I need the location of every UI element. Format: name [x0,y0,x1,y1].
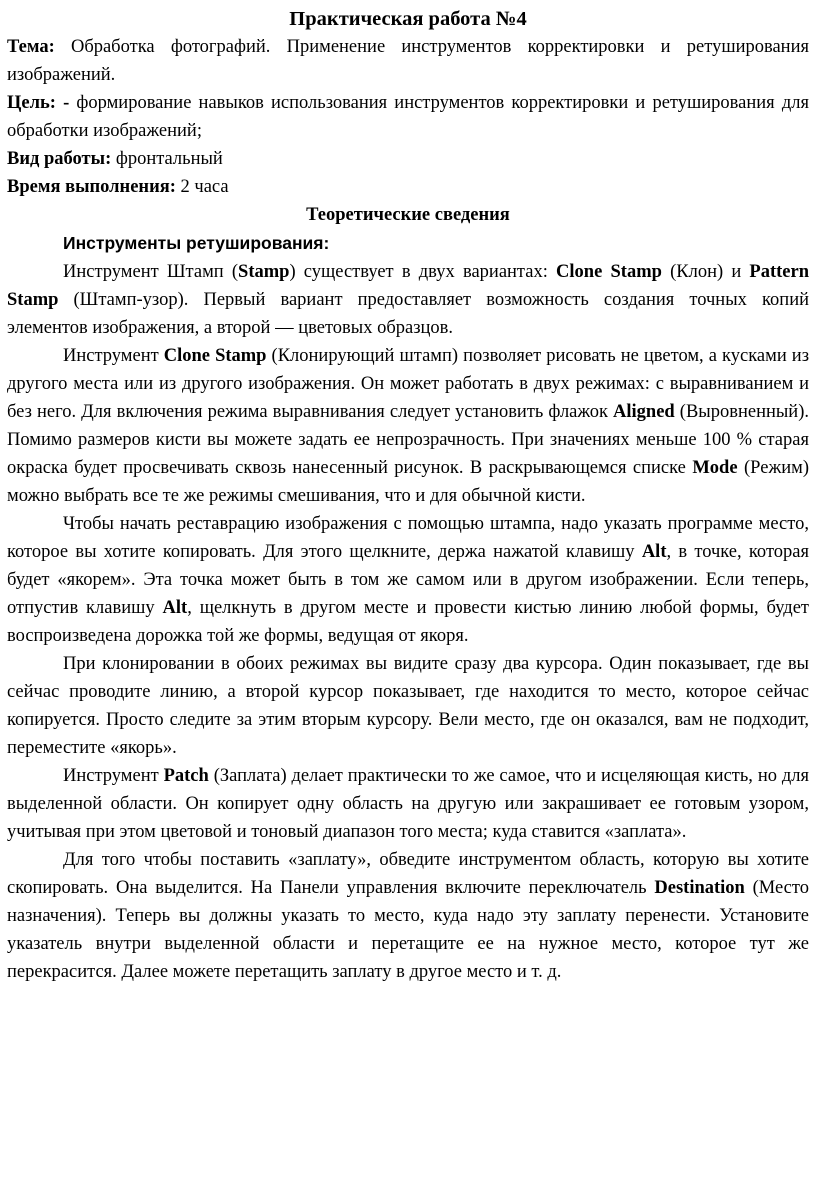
text-run: Обработка фотографий. Применение инструментов корректировки и ретуширования изображений. [7,37,809,85]
text-run: ) существует в двух вариантах: [289,262,557,282]
bold-text-run: Aligned [613,402,675,422]
text-run: Инструмент [63,766,164,786]
para-patch [7,762,809,846]
bold-text-run: Pattern Stamp [7,262,810,310]
doc-title [7,5,809,33]
text-run: 2 часа [180,177,229,197]
para-patch-usage [7,846,809,986]
text-run: Инструмент Штамп ( [63,262,239,282]
bold-text-run: Alt [162,598,188,618]
bold-text-run: Тема: [7,37,71,57]
para-clone-stamp [7,342,809,510]
text-run: Чтобы начать реставрацию изображения с помощью штампа, надо указать программе место, которое вы хотите копировать. Для этого щелкните, держа нажатой клавишу [7,514,809,562]
para-tema [7,33,809,89]
text-run: (Выровненный). Помимо размеров кисти вы можете задать ее непрозрачность. При значениях меньше 100 % старая окраска будет просвечивать сквозь нанесенный рисунок. В раскрывающемся списке [7,402,809,478]
para-restoration [7,510,809,650]
bold-text-run: Clone Stamp [556,262,662,282]
heading-retouch-tools [7,229,809,258]
bold-text-run: Практическая работа №4 [289,8,527,30]
bold-text-run: Clone Stamp [163,346,267,366]
bold-text-run: Stamp [238,262,290,282]
para-tsel [7,89,809,145]
text-run: При клонировании в обоих режимах вы видите сразу два курсора. Один показывает, где вы сейчас проводите линию, а второй курсор показывает, где находится то место, которое сейчас копируется. Просто следите за этим вторым курсору. Вели место, где он оказался, вам не подходит, переместите «якорь». [7,654,809,758]
text-run: формирование навыков использования инструментов корректировки и ретуширования для обработки изображений; [7,93,809,141]
bold-text-run: Цель: - [7,93,77,113]
text-run: , щелкнуть в другом месте и провести кистью линию любой формы, будет воспроизведена дорожка той же формы, ведущая от якоря. [7,598,809,646]
text-run: , в точке, которая будет «якорем». Эта точка может быть в том же самом или в другом изображении. Если теперь, отпустив клавишу [7,542,810,618]
para-vid-raboty [7,145,809,173]
bold-text-run: Теоретические сведения [306,205,510,225]
text-run: Инструмент [63,346,164,366]
bold-text-run: Инструменты ретуширования: [63,233,330,253]
text-run: Для того чтобы поставить «заплату», обведите инструментом область, которую вы хотите скопировать. Она выделится. На Панели управления включите переключатель [7,850,809,898]
bold-text-run: Время выполнения: [7,177,181,197]
document-body [7,5,809,986]
text-run: (Режим) можно выбрать все те же режимы смешивания, что и для обычной кисти. [7,458,809,506]
text-run: (Клон) и [661,262,750,282]
para-stamp-variants [7,258,809,342]
text-run: (Заплата) делает практически то же самое, что и исцеляющая кисть, но для выделенной области. Он копирует одну область на другую или закрашивает ее готовым узором, учитывая при этом цветовой и тоновый диапазон того места; куда ставится «заплата». [7,766,810,842]
text-run: (Клонирующий штамп) позволяет рисовать не цветом, а кусками из другого места или из другого изображения. Он может работать в двух режимах: с выравниванием и без него. Для включения режима выравнивания следует установить флажок [7,346,809,422]
para-two-cursors [7,650,809,762]
bold-text-run: Destination [654,878,745,898]
text-run: (Место назначения). Теперь вы должны указать то место, куда надо эту заплату перенести. Установите указатель внутри выделенной области и перетащите ее на нужное место, которое тут же перекрасится. Далее можете перетащить заплату в другое место и т. д. [7,878,809,982]
bold-text-run: Mode [692,458,738,478]
text-run: фронтальный [115,149,223,169]
text-run: (Штамп-узор). Первый вариант предоставляет возможность создания точных копий элементов изображения, а второй — цветовых образцов. [7,290,809,338]
bold-text-run: Вид работы: [7,149,116,169]
bold-text-run: Patch [163,766,209,786]
bold-text-run: Alt [641,542,667,562]
para-vremya [7,173,809,201]
heading-theory [7,201,809,229]
